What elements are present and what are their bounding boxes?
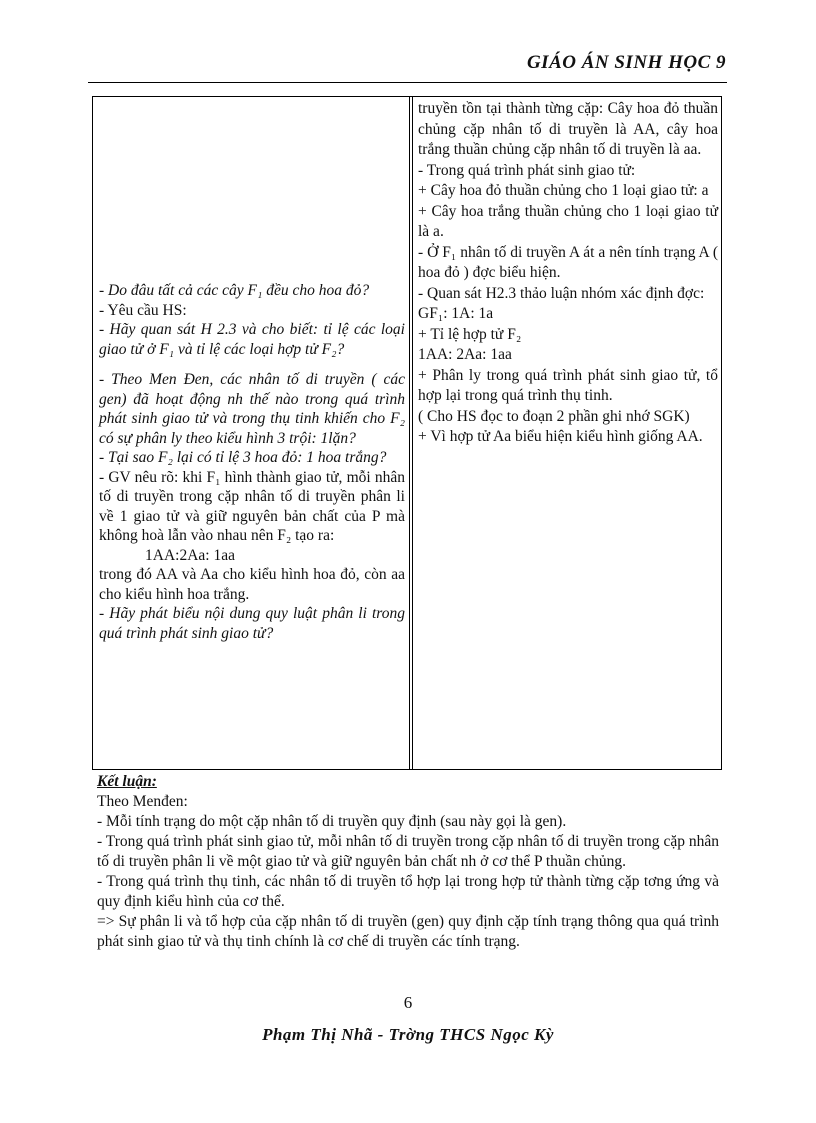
header-rule — [88, 82, 727, 83]
left-paragraph: - Hãy phát biểu nội dung quy luật phân li trong quá trình phát sinh giao tử? — [99, 605, 405, 642]
left-paragraph: - Do đâu tất cả các cây F₁ đều cho hoa đỏ? — [99, 282, 370, 299]
left-paragraph: - Hãy quan sát H 2.3 và cho biết: tỉ lệ các loại giao tử ở F₁ và tỉ lệ các loại hợp tử F₂? — [99, 321, 405, 358]
conclusion-line: - Mỗi tính trạng do một cặp nhân tố di truyền quy định (sau này gọi là gen). — [97, 813, 567, 830]
right-paragraph: 1AA: 2Aa: 1aa — [418, 346, 512, 363]
lesson-table — [92, 96, 722, 770]
right-paragraph: + Vì hợp tử Aa biểu hiện kiểu hình giống AA. — [418, 428, 703, 445]
teacher-activity-column — [99, 281, 405, 643]
student-activity-column — [418, 99, 718, 448]
right-paragraph: - Quan sát H2.3 thảo luận nhóm xác định đợc: — [418, 284, 705, 302]
right-paragraph: truyền tồn tại thành từng cặp: Cây hoa đỏ thuần chủng cặp nhân tố di truyền là AA, cây hoa trắng thuần chủng cặp nhân tố di truyền là aa. — [418, 100, 718, 158]
left-paragraph: - Yêu cầu HS: — [99, 301, 187, 319]
right-paragraph: - Trong quá trình phát sinh giao tử: — [418, 161, 636, 179]
conclusion-line: - Trong quá trình phát sinh giao tử, mỗi nhân tố di truyền trong cặp nhân tố di truyền trong cặp nhân tố di truyền phân li về một giao tử và giữ nguyên bản chất nh ở cơ thể P thuần chủng. — [97, 833, 719, 870]
right-paragraph: ( Cho HS đọc to đoạn 2 phần ghi nhớ SGK) — [418, 407, 690, 425]
left-paragraph: trong đó AA và Aa cho kiểu hình hoa đỏ, còn aa cho kiểu hình hoa trắng. — [99, 566, 405, 603]
right-paragraph: - Ở F₁ nhân tố di truyền A át a nên tính trạng A ( hoa đỏ ) đợc biểu hiện. — [418, 243, 718, 281]
column-divider — [412, 97, 413, 769]
header-title: GIÁO ÁN SINH HỌC 9 — [526, 52, 726, 73]
conclusion-line: Theo Menđen: — [97, 793, 188, 810]
left-paragraph: - Tại sao F₂ lại có tỉ lệ 3 hoa đỏ: 1 hoa trắng? — [99, 449, 387, 466]
right-paragraph: + Phân ly trong quá trình phát sinh giao tử, tổ hợp lại trong quá trình thụ tinh. — [418, 366, 718, 404]
conclusion-title: Kết luận: — [97, 773, 157, 790]
column-divider — [409, 97, 410, 769]
footer-author: Phạm Thị Nhã - Trờng THCS Ngọc Kỳ — [262, 1025, 554, 1044]
conclusion-section — [97, 772, 719, 952]
left-paragraph: - GV nêu rõ: khi F₁ hình thành giao tử, mỗi nhân tố di truyền trong cặp nhân tố di truyền phân li về 1 giao tử và giữ nguyên bản chất của P mà không hoà lẫn vào nhau nên F₂ tạo ra: — [99, 468, 405, 544]
right-paragraph: GF₁: 1A: 1a — [418, 305, 494, 322]
left-paragraph: - Theo Men Đen, các nhân tố di truyền ( các gen) đã hoạt động nh thế nào trong quá trình phát sinh giao tử và trong thụ tinh khiến cho F₂ có sự phân ly theo kiểu hình 3 trội: 1lặn? — [99, 371, 405, 447]
conclusion-line: - Trong quá trình thụ tinh, các nhân tố di truyền tổ hợp lại trong hợp tử thành từng cặp tơng ứng và quy định kiểu hình của cơ thể. — [97, 873, 719, 910]
conclusion-line: => Sự phân li và tổ hợp của cặp nhân tố di truyền (gen) quy định cặp tính trạng thông qua quá trình phát sinh giao tử và thụ tinh chính là cơ chế di truyền các tính trạng. — [97, 913, 719, 950]
page-number: 6 — [403, 993, 413, 1012]
right-paragraph: + Cây hoa trắng thuần chủng cho 1 loại giao tử là a. — [418, 202, 718, 240]
right-paragraph: + Cây hoa đỏ thuần chủng cho 1 loại giao tử: a — [418, 182, 709, 199]
right-paragraph: + Tỉ lệ hợp tử F₂ — [418, 325, 522, 343]
left-paragraph: 1AA:2Aa: 1aa — [145, 546, 235, 564]
